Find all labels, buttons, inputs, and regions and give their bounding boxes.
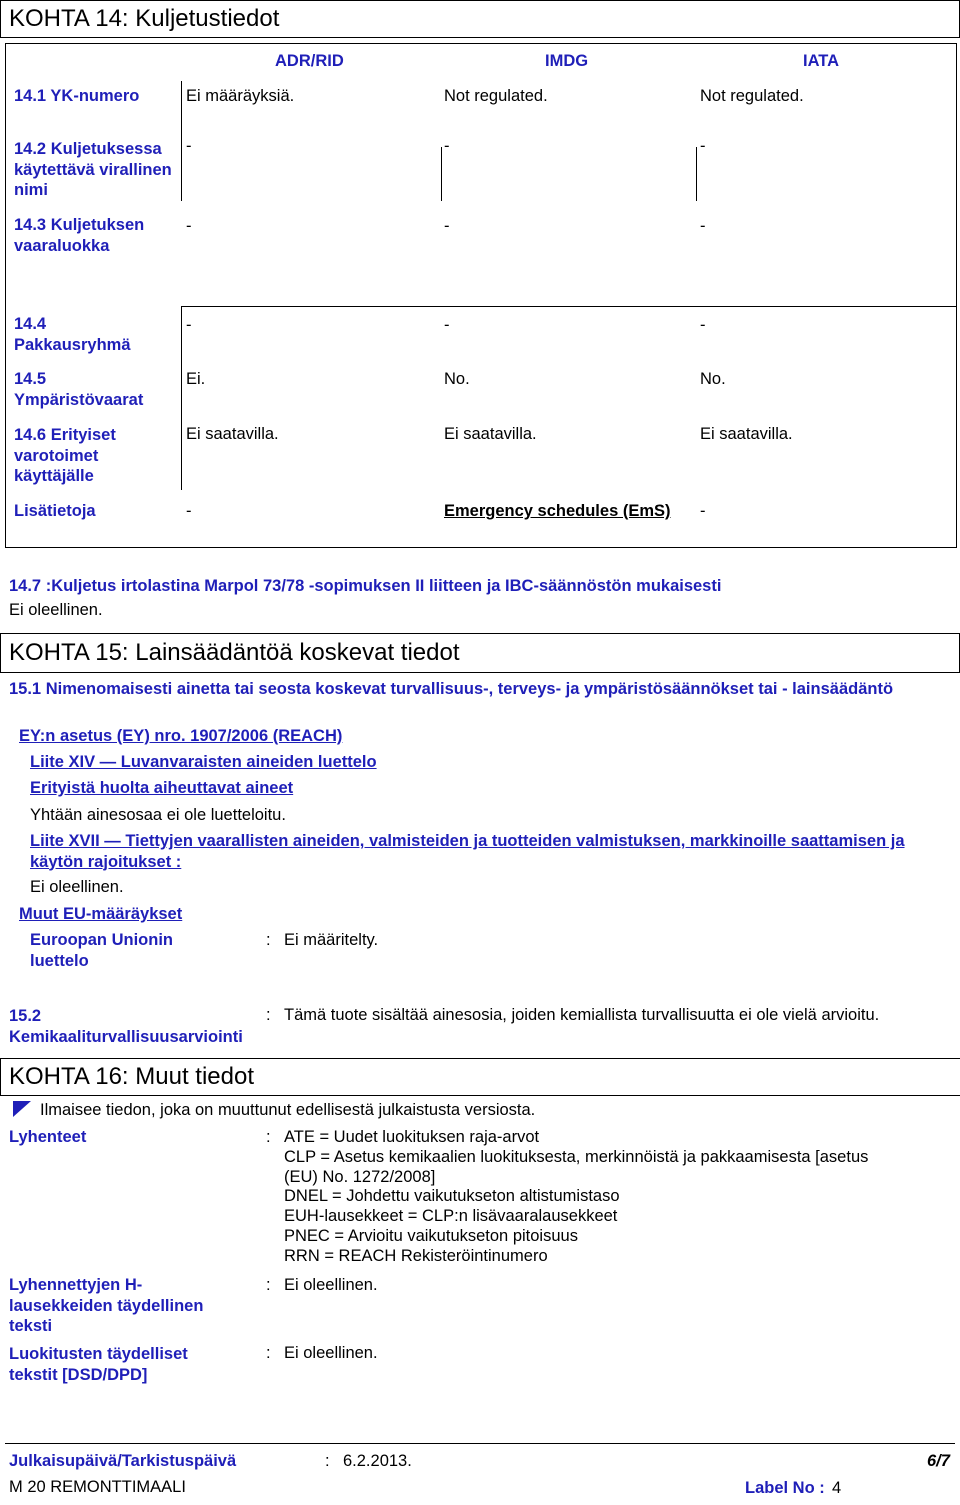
h-phrases-value: Ei oleellinen. (284, 1276, 378, 1294)
un-number-imdg: Not regulated. (444, 87, 548, 105)
reach-link[interactable]: EY:n asetus (EY) nro. 1907/2006 (REACH) (19, 727, 343, 745)
eu-list-colon: : (266, 931, 271, 949)
un-number-adr: Ei määräyksiä. (186, 87, 295, 105)
special-precautions-iata: Ei saatavilla. (700, 425, 793, 443)
row-label-shipping-name: 14.2 Kuljetuksessa käytettävä virallinen nimi (14, 140, 172, 199)
section-14-header (0, 0, 960, 38)
marpol-value: Ei oleellinen. (9, 601, 103, 619)
classification-texts-label: Luokitusten täydelliset tekstit [DSD/DPD] (9, 1345, 188, 1384)
row-label-additional-info: Lisätietoja (14, 502, 96, 520)
row-label-environmental-hazards: 14.5 Ympäristövaarat (14, 370, 144, 409)
abbreviations-list (284, 1128, 868, 1267)
column-header-imdg: IMDG (545, 52, 589, 70)
chemical-safety-colon: : (266, 1006, 271, 1024)
special-precautions-adr: Ei saatavilla. (186, 425, 279, 443)
table-divider (181, 306, 957, 307)
annex-xvii-link[interactable]: Liite XVII — Tiettyjen vaarallisten aineiden, valmisteiden ja tuotteiden valmistuksen, markkinoille saattamisen ja käytön rajoitukset : (30, 832, 905, 871)
abbreviations-label: Lyhenteet (9, 1128, 87, 1146)
packing-group-imdg: - (444, 316, 450, 334)
abbreviation-line: ATE = Uudet luokituksen raja-arvot (284, 1128, 540, 1146)
table-divider (441, 147, 442, 201)
hazard-class-adr: - (186, 217, 192, 235)
eu-list-value: Ei määritelty. (284, 931, 379, 949)
transport-table (5, 43, 957, 548)
regulations-heading: 15.1 Nimenomaisesti ainetta tai seosta koskevat turvallisuus-, terveys- ja ympäristösäännökset tai - lainsäädäntö (9, 680, 894, 698)
classification-texts-value: Ei oleellinen. (284, 1344, 378, 1362)
footer-divider (5, 1443, 955, 1444)
environmental-imdg: No. (444, 370, 470, 388)
h-phrases-label: Lyhennettyjen H-lausekkeiden täydellinen teksti (9, 1276, 204, 1335)
shipping-name-imdg: - (444, 137, 450, 155)
hazard-class-iata: - (700, 217, 706, 235)
classification-texts-colon: : (266, 1344, 271, 1362)
environmental-iata: No. (700, 370, 726, 388)
row-label-un-number: 14.1 YK-numero (14, 87, 140, 105)
additional-info-adr: - (186, 502, 192, 520)
shipping-name-iata: - (700, 137, 706, 155)
abbreviation-line: EUH-lausekkeet = CLP:n lisävaaralausekkeet (284, 1207, 618, 1226)
svhc-value: Yhtään ainesosaa ei ole luetteloitu. (30, 806, 286, 824)
row-label-special-precautions: 14.6 Erityiset varotoimet käyttäjälle (14, 426, 116, 485)
footer-date-label: Julkaisupäivä/Tarkistuspäivä (9, 1452, 237, 1470)
footer-date-colon: : (325, 1452, 330, 1470)
abbreviation-line: PNEC = Arvioitu vaikutukseton pitoisuus (284, 1226, 578, 1245)
product-name: M 20 REMONTTIMAALI (9, 1478, 186, 1496)
row-label-packing-group: 14.4 Pakkausryhmä (14, 315, 131, 354)
abbreviation-line: DNEL = Johdettu vaikutukseton altistumistaso (284, 1187, 620, 1206)
abbreviation-line: RRN = REACH Rekisteröintinumero (284, 1246, 548, 1265)
packing-group-adr: - (186, 316, 192, 334)
table-divider (181, 306, 182, 490)
annex-xvii-value: Ei oleellinen. (30, 878, 124, 896)
ems-label: Emergency schedules (EmS) (444, 502, 671, 520)
environmental-adr: Ei. (186, 370, 206, 388)
section-15-header (0, 633, 960, 673)
un-number-iata: Not regulated. (700, 87, 804, 105)
row-label-hazard-class: 14.3 Kuljetuksen vaaraluokka (14, 216, 145, 255)
table-divider (696, 147, 697, 201)
abbreviation-line: CLP = Asetus kemikaalien luokituksesta, merkinnöistä ja pakkaamisesta [asetus (284, 1147, 869, 1166)
chemical-safety-value: Tämä tuote sisältää ainesosia, joiden kemiallista turvallisuutta ei ole vielä arvioitu. (284, 1006, 880, 1024)
section-16-header (0, 1058, 960, 1096)
column-header-iata: IATA (803, 52, 840, 70)
abbreviations-colon: : (266, 1128, 271, 1146)
column-header-adr: ADR/RID (275, 52, 344, 70)
abbreviation-line: (EU) No. 1272/2008] (284, 1167, 436, 1186)
revision-note: Ilmaisee tiedon, joka on muuttunut edellisestä julkaistusta versiosta. (40, 1101, 536, 1119)
label-no-value: 4 (832, 1479, 842, 1497)
hazard-class-imdg: - (444, 217, 450, 235)
label-no-label: Label No : (745, 1479, 825, 1497)
eu-list-label: Euroopan Unionin luettelo (30, 931, 173, 970)
additional-info-iata: - (700, 502, 706, 520)
section-14-title: KOHTA 14: Kuljetustiedot (9, 5, 280, 32)
page-number: 6/7 (927, 1452, 950, 1470)
packing-group-iata: - (700, 316, 706, 334)
footer-date-value: 6.2.2013. (343, 1452, 412, 1470)
revision-marker-icon (12, 1100, 32, 1118)
section-16-title: KOHTA 16: Muut tiedot (9, 1063, 255, 1090)
svhc-link[interactable]: Erityistä huolta aiheuttavat aineet (30, 779, 294, 797)
other-eu-regulations-link[interactable]: Muut EU-määräykset (19, 905, 183, 923)
annex-xiv-link[interactable]: Liite XIV — Luvanvaraisten aineiden luettelo (30, 753, 377, 771)
chemical-safety-label: 15.2 Kemikaaliturvallisuusarviointi (9, 1007, 243, 1046)
marpol-heading: 14.7 :Kuljetus irtolastina Marpol 73/78 -sopimuksen II liitteen ja IBC-säännöstön mukaisesti (9, 577, 722, 595)
table-divider (181, 81, 182, 201)
h-phrases-colon: : (266, 1276, 271, 1294)
shipping-name-adr: - (186, 137, 192, 155)
special-precautions-imdg: Ei saatavilla. (444, 425, 537, 443)
section-15-title: KOHTA 15: Lainsäädäntöä koskevat tiedot (9, 639, 460, 666)
